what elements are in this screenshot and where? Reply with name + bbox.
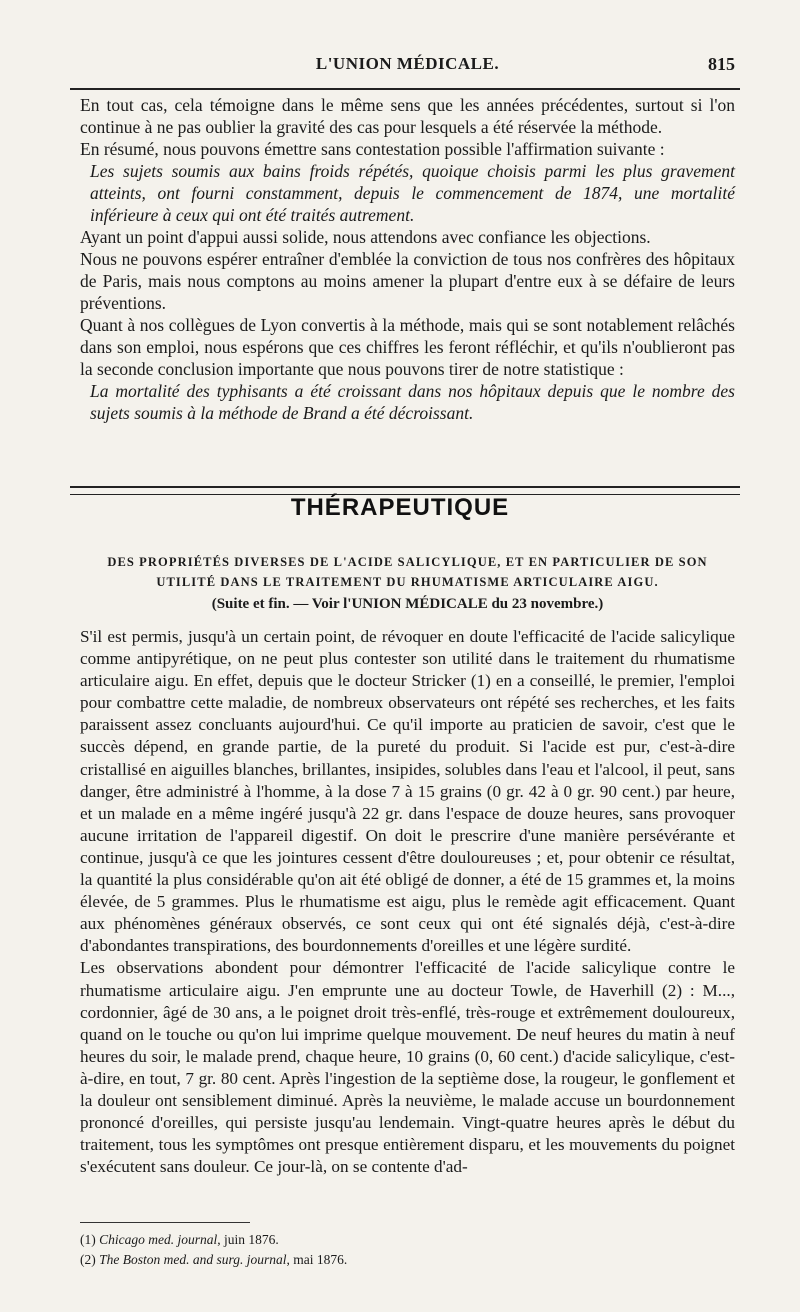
- intro-conclusion-italic: Les sujets soumis aux bains froids répétés, quoique choisis parmi les plus gravement atteints, ont fourni constamment, depuis le commencement de 1874, une mortalité inférieure à ceux qui ont été traités autrement.: [90, 161, 735, 225]
- footnote-date: , juin 1876.: [217, 1232, 279, 1247]
- footnote-rule: [80, 1222, 250, 1223]
- intro-paragraph: Nous ne pouvons espérer entraîner d'emblée la conviction de tous nos confrères des hôpitaux de Paris, mais nous comptons au moins amener la plupart d'entre eux à se défaire de leurs préventions.: [80, 249, 735, 313]
- page-number: 815: [708, 54, 735, 74]
- footnote-date: , mai 1876.: [286, 1252, 348, 1267]
- footnote-source: Chicago med. journal: [99, 1232, 218, 1247]
- footnote: [80, 1250, 735, 1270]
- intro-paragraph: En résumé, nous pouvons émettre sans contestation possible l'affirmation suivante :: [80, 139, 665, 159]
- article-body: [80, 626, 735, 1178]
- intro-paragraph: Quant à nos collègues de Lyon convertis à la méthode, mais qui se sont notablement relâchés dans son emploi, nous espérons que ces chiffres les feront réfléchir, et qu'ils n'oublieront pas la seconde conclusion importante que nous pouvons tirer de notre statistique :: [80, 315, 735, 379]
- article-paragraph: S'il est permis, jusqu'à un certain point, de révoquer en doute l'efficacité de l'acide salicylique comme antipyrétique, on ne peut plus contester son utilité dans le traitement du rhumatisme articulaire aigu. En effet, depuis que le docteur Stricker (1) en a conseillé, le premier, l'emploi pour combattre cette maladie, de nombreux observateurs ont répété ses recherches, et les faits paraissent assez concluants aujourd'hui. Ce qu'il importe au praticien de savoir, c'est que le succès dépend, en grande partie, de la pureté du produit. Si l'acide est pur, c'est-à-dire cristallisé en aiguilles blanches, brillantes, insipides, solubles dans l'eau et l'alcool, il peut, sans danger, être administré à l'homme, à la dose 7 à 15 grains (0 gr. 42 à 0 gr. 90 cent.) par heure, et un malade en a même ingéré jusqu'à 22 gr. dans l'espace de douze heures, sans provoquer aucune irritation de l'appareil digestif. On doit le prescrire d'une manière persévérante et continue, jusqu'à ce que les jointures cessent d'être douloureuses ; et, pour obtenir ce résultat, la quantité la plus considérable qu'on ait été obligé de donner, a été de 15 grammes et, la moins élevée, de 5 grammes. Plus le rhumatisme est aigu, plus le remède agit efficacement. Quant aux phénomènes généraux observés, ce sont ceux qui ont été signalés déjà, c'est-à-dire d'abondantes transpirations, des bourdonnements d'oreilles et une légère surdité.: [80, 627, 735, 956]
- intro-conclusion-italic: La mortalité des typhisants a été croissant dans nos hôpitaux depuis que le nombre des sujets soumis à la méthode de Brand a été décroissant.: [90, 381, 735, 423]
- page-header: [80, 48, 735, 84]
- article-subheading: DES PROPRIÉTÉS DIVERSES DE L'ACIDE SALICYLIQUE, ET EN PARTICULIER DE SON UTILITÉ DANS LE TRAITEMENT DU RHUMATISME ARTICULAIRE AIGU.: [107, 555, 708, 589]
- section-title: THÉRAPEUTIQUE: [290, 494, 510, 521]
- intro-paragraph: En tout cas, cela témoigne dans le même sens que les années précédentes, surtout si l'on continue à ne pas oublier la gravité des cas pour lesquels a été réservée la méthode.: [80, 95, 735, 137]
- footnote-marker: (2): [80, 1252, 96, 1267]
- running-title: L'UNION MÉDICALE.: [315, 54, 500, 73]
- header-rule: [70, 88, 740, 90]
- footnotes: [80, 1230, 735, 1270]
- footnote-marker: (1): [80, 1232, 96, 1247]
- article-paragraph: Les observations abondent pour démontrer l'efficacité de l'acide salicylique contre le rhumatisme articulaire aigu. J'en emprunte une au docteur Towle, de Haverhill (2) : M..., cordonnier, âgé de 30 ans, a le poignet droit très-enflé, très-rouge et extrêmement douloureux, quand on le touche ou qu'on lui imprime quelque mouvement. De neuf heures du matin à neuf heures du soir, le malade prend, chaque heure, 10 grains (0, 60 cent.) d'acide salicylique, c'est-à-dire, en tout, 7 gr. 80 cent. Après l'ingestion de la septième dose, la rougeur, le gonflement et la douleur ont sensiblement diminué. Après la neuvième, le malade accuse un bourdonnement prononcé d'oreilles, qui persiste jusqu'au lendemain. Vingt-quatre heures après le début du traitement, tous les symptômes ont presque entièrement disparu, et les mouvements du poignet s'exécutent sans douleur. Ce jour-là, on se contente d'ad-: [80, 958, 735, 1177]
- intro-section: [80, 94, 735, 424]
- footnote: [80, 1230, 735, 1250]
- continuation-note: (Suite et fin. — Voir l'UNION MÉDICALE du 23 novembre.): [211, 596, 604, 612]
- intro-paragraph: Ayant un point d'appui aussi solide, nous attendons avec confiance les objections.: [80, 227, 651, 247]
- footnote-source: The Boston med. and surg. journal: [99, 1252, 287, 1267]
